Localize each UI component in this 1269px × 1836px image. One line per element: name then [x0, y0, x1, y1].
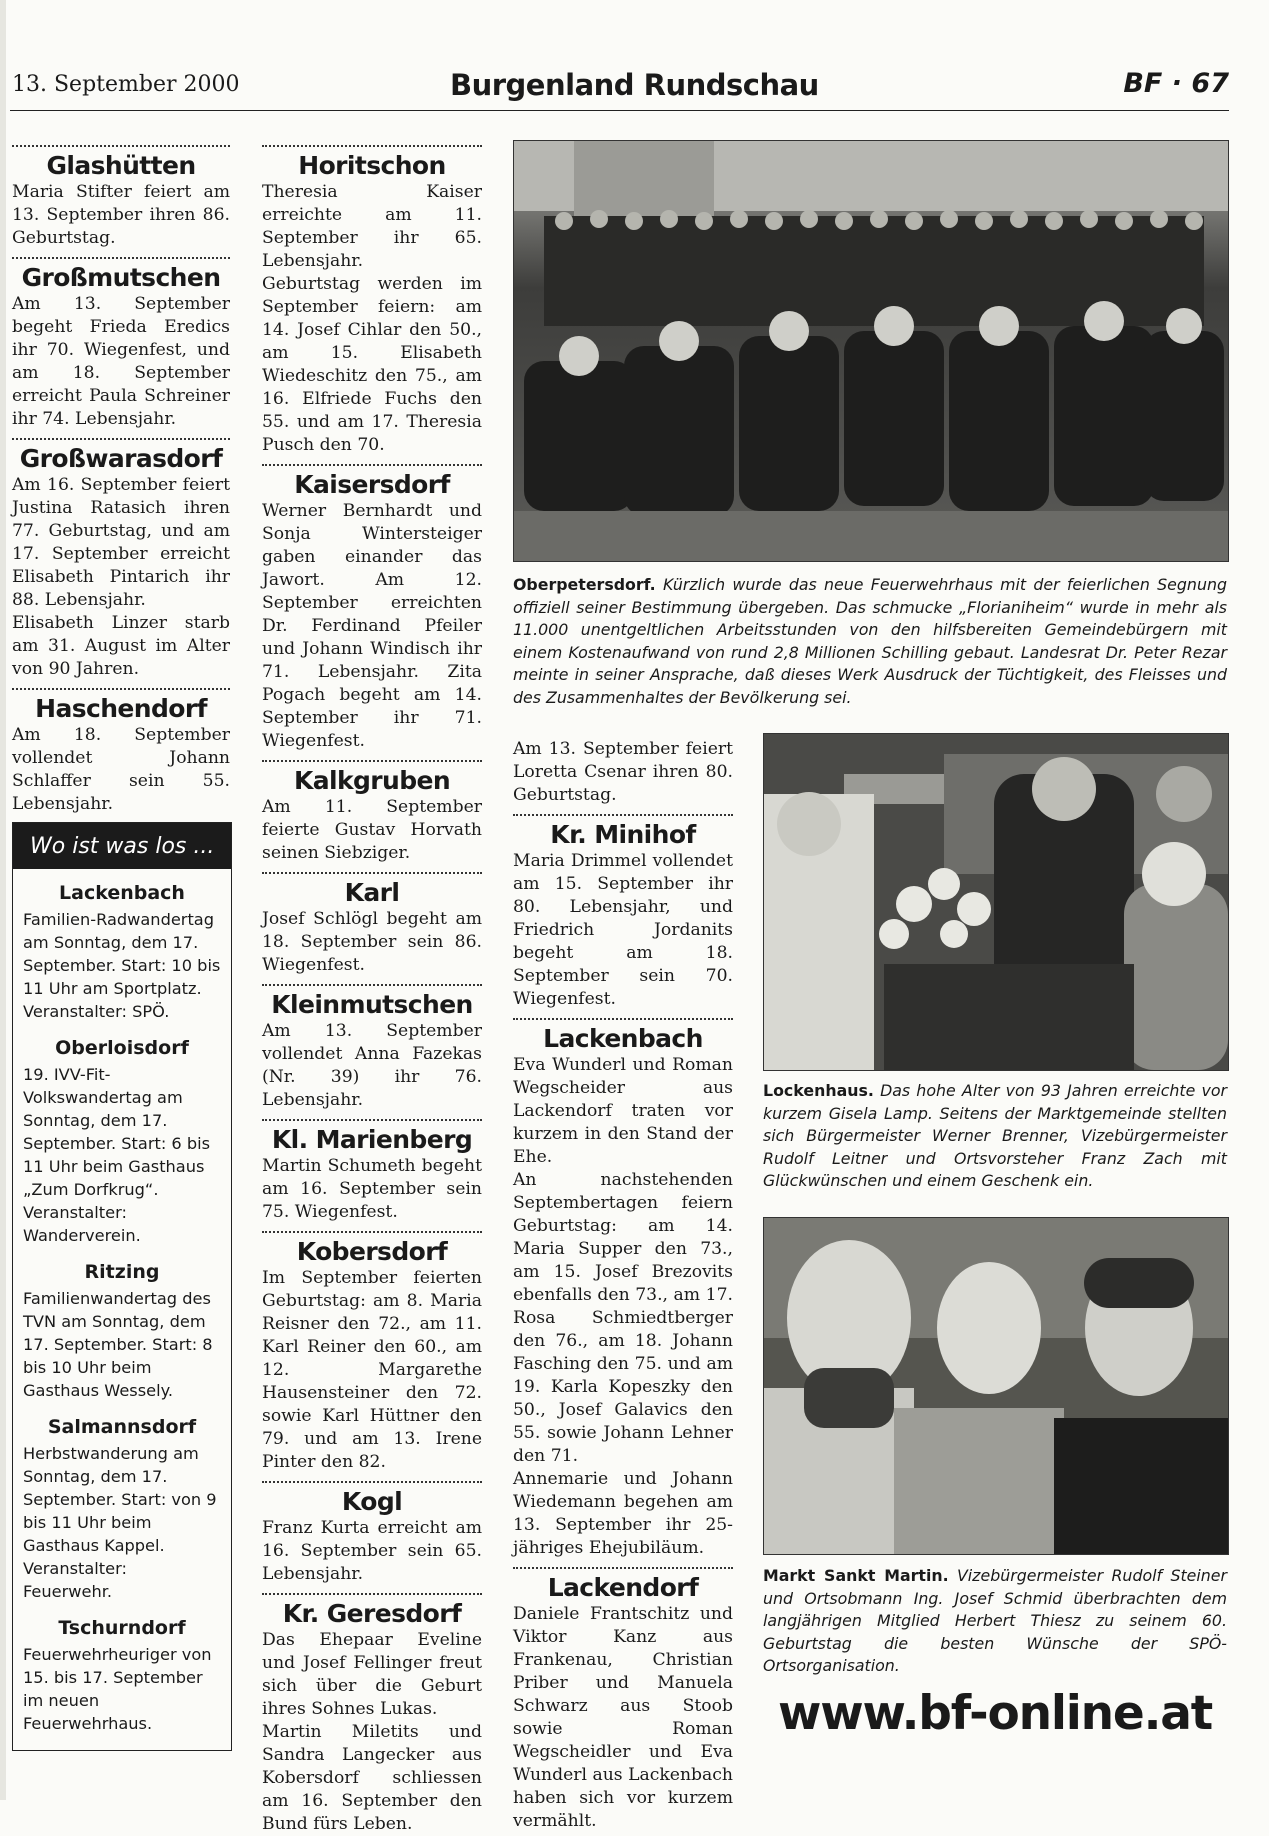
section-title: Kl. Marienberg [271, 1125, 473, 1154]
caption-markt-sankt-martin [763, 1565, 1227, 1678]
event-text: Familienwandertag des TVN am Sonntag, dem 17. September. Start: 8 bis 10 Uhr beim Gasthaus Wessely. [23, 1289, 213, 1400]
newspaper-title: Burgenland Rundschau [450, 68, 819, 102]
caption-text: Kürzlich wurde das neue Feuerwehrhaus mit der feierlichen Segnung offiziell seiner Bestimmung übergeben. Das schmucke „Florianiheim“ wurde in mehr als 11.000 unentgeltlichen Arbeitsstunden von den hilfsbereiten Gemeindebürgern mit einem Kostenaufwand von rund 2,8 Millionen Schilling gebaut. Landesrat Dr. Peter Rezar meinte in seiner Ansprache, daß dieses Werk Ausdruck der Tüchtigkeit, des Fleisses und des Zusammenhaltes der Bevölkerung sei. [513, 575, 1227, 707]
events-box [12, 822, 232, 1751]
section-grossmutschen [12, 257, 230, 431]
event-title: Ritzing [84, 1261, 160, 1283]
photo-lockenhaus [763, 733, 1229, 1071]
event-item [13, 1261, 231, 1402]
section-kr-minihof [513, 814, 733, 1011]
section-kogl [262, 1481, 482, 1586]
event-title: Oberloisdorf [55, 1037, 189, 1059]
section-text: Annemarie und Johann Wiedemann begehen am 13. September ihr 25-jähriges Ehejubiläum. [513, 1469, 733, 1558]
caption-text: Das hohe Alter von 93 Jahren erreichte vor kurzem Gisela Lamp. Seitens der Marktgemeinde stellten sich Bürgermeister Werner Brenner, Vizebürgermeister Rudolf Leitner und Ortsvorsteher Franz Zach mit Glückwünschen und einem Geschenk ein. [763, 1081, 1227, 1190]
dotted-divider [513, 1567, 733, 1569]
section-text: Am 13. September begeht Frieda Eredics ihr 70. Wiegenfest, und am 18. September erreicht Paula Schreiner ihr 74. Lebensjahr. [12, 294, 230, 429]
section-text: Maria Stifter feiert am 13. September ihren 86. Geburtstag. [12, 182, 230, 248]
section-title: Glashütten [46, 151, 196, 180]
dotted-divider [12, 257, 230, 259]
section-text: Am 13. September vollendet Anna Fazekas (Nr. 39) ihr 76. Lebensjahr. [262, 1021, 482, 1110]
events-box-heading: Wo ist was los ... [12, 822, 232, 869]
section-text: Franz Kurta erreicht am 16. September sein 65. Lebensjahr. [262, 1518, 482, 1584]
event-title: Lackenbach [59, 882, 185, 904]
dotted-divider [513, 1018, 733, 1020]
section-text: Geburtstag werden im September feiern: am 14. Josef Cihlar den 50., am 15. Elisabeth Wiedeschitz den 75., am 16. Elfriede Fuchs den 55. und am 17. Theresia Pusch den 70. [262, 274, 482, 455]
section-text: An nachstehenden Septembertagen feiern Geburtstag: am 14. Maria Supper den 73., am 15. Josef Brezovits ebenfalls den 73., am 17. Rosa Schmiedtberger den 76., am 18. Johann Fasching den 75. und am 19. Karla Kopeszky den 50., Josef Galavics den 55. sowie Johann Lehner den 71. [513, 1170, 733, 1466]
section-title: Großwarasdorf [19, 444, 223, 473]
section-text: Am 16. September feiert Justina Ratasich ihren 77. Geburtstag, und am 17. September erreicht Elisabeth Pintarich ihr 88. Lebensjahr. [12, 475, 230, 610]
caption-place: Lockenhaus. [763, 1081, 874, 1100]
caption-oberpetersdorf [513, 574, 1227, 709]
section-kaisersdorf [262, 464, 482, 753]
page-number: BF · 67 [1123, 68, 1229, 99]
section-kleinmutschen [262, 984, 482, 1112]
caption-place: Markt Sankt Martin. [763, 1566, 949, 1585]
event-item [13, 1617, 231, 1735]
section-title: Kleinmutschen [271, 990, 473, 1019]
photo-birthday-visit [764, 734, 1228, 1070]
photo-fire-brigade-group [514, 141, 1228, 561]
section-title: Kaisersdorf [294, 470, 450, 499]
dotted-divider [262, 464, 482, 466]
dotted-divider [513, 814, 733, 816]
photo-oberpetersdorf [513, 140, 1229, 562]
caption-place: Oberpetersdorf. [513, 575, 656, 594]
section-kobersdorf [262, 1231, 482, 1474]
event-text: Feuerwehrheuriger von 15. bis 17. September im neuen Feuerwehrhaus. [23, 1645, 212, 1733]
section-title: Kogl [341, 1487, 403, 1516]
section-text: Martin Miletits und Sandra Langecker aus Kobersdorf schliessen am 16. September den Bund fürs Leben. [262, 1722, 482, 1834]
section-title: Kr. Geresdorf [282, 1599, 462, 1628]
event-item [13, 882, 231, 1023]
section-title: Lackendorf [547, 1573, 699, 1602]
dotted-divider [262, 984, 482, 986]
column-1 [12, 145, 230, 816]
section-text: Maria Drimmel vollendet am 15. September ihr 80. Lebensjahr, und Friedrich Jordanits begeht am 18. September sein 70. Wiegenfest. [513, 851, 733, 1009]
photo-markt-sankt-martin [763, 1217, 1229, 1555]
event-title: Tschurndorf [58, 1617, 186, 1639]
caption-lockenhaus [763, 1080, 1227, 1193]
event-title: Salmannsdorf [47, 1416, 197, 1438]
section-glashuetten [12, 145, 230, 250]
dotted-divider [12, 438, 230, 440]
section-horitschon [262, 145, 482, 457]
column-2 [262, 145, 482, 1836]
event-item [13, 1037, 231, 1247]
section-text: Das Ehepaar Eveline und Josef Fellinger freut sich über die Geburt ihres Sohnes Lukas. [262, 1630, 482, 1719]
section-text: Martin Schumeth begeht am 16. September sein 75. Wiegenfest. [262, 1156, 482, 1222]
section-title: Kr. Minihof [550, 820, 696, 849]
section-title: Horitschon [298, 151, 446, 180]
section-text: Werner Bernhardt und Sonja Wintersteiger gaben einander das Jawort. Am 12. September erreichten Dr. Ferdinand Pfeiler und Johann Windisch ihr 71. Lebensjahr. Zita Pogach begeht am 14. September ihr 71. Wiegenfest. [262, 501, 482, 751]
dotted-divider [262, 1119, 482, 1121]
event-text: Familien-Radwandertag am Sonntag, dem 17. September. Start: 10 bis 11 Uhr am Sportplatz. Veranstalter: SPÖ. [23, 910, 221, 1021]
section-text: Theresia Kaiser erreichte am 11. September ihr 65. Lebensjahr. [262, 182, 482, 271]
dotted-divider [262, 1481, 482, 1483]
column-3 [513, 738, 733, 1833]
section-text: Am 18. September vollendet Johann Schlaffer sein 55. Lebensjahr. [12, 725, 230, 814]
section-karl [262, 872, 482, 977]
website-url[interactable]: www.bf-online.at [778, 1686, 1213, 1741]
section-title: Großmutschen [21, 263, 221, 292]
section-title: Karl [344, 878, 400, 907]
section-title: Kobersdorf [296, 1237, 448, 1266]
dotted-divider [262, 760, 482, 762]
section-text: Am 13. September feiert Loretta Csenar ihren 80. Geburtstag. [513, 739, 733, 805]
dotted-divider [12, 145, 230, 147]
section-text: Elisabeth Linzer starb am 31. August im Alter von 90 Jahren. [12, 613, 230, 679]
event-item [13, 1416, 231, 1603]
section-text: Im September feierten Geburtstag: am 8. Maria Reisner den 72., am 11. Karl Reiner den 60., am 12. Margarethe Hausensteiner den 72. sowie Karl Hüttner den 79. und am 13. Irene Pinter den 82. [262, 1268, 482, 1472]
section-kalkgruben [262, 760, 482, 865]
section-title: Haschendorf [35, 694, 207, 723]
section-text: Am 11. September feierte Gustav Horvath seinen Siebziger. [262, 797, 482, 863]
section-title: Kalkgruben [293, 766, 451, 795]
section-lackendorf [513, 1567, 733, 1833]
event-text: Herbstwanderung am Sonntag, dem 17. September. Start: von 9 bis 11 Uhr beim Gasthaus Kappel. Veranstalter: Feuerwehr. [23, 1444, 217, 1601]
dotted-divider [262, 872, 482, 874]
dotted-divider [12, 688, 230, 690]
issue-date: 13. September 2000 [12, 72, 240, 97]
section-haschendorf [12, 688, 230, 816]
section-text: Josef Schlögl begeht am 18. September sein 86. Wiegenfest. [262, 909, 482, 975]
page-edge [0, 0, 6, 1800]
section-text: Daniele Frantschitz und Viktor Kanz aus Frankenau, Christian Priber und Manuela Schwarz aus Stoob sowie Roman Wegscheidler und Eva Wunderl aus Lackenbach haben sich vor kurzem vermählt. [513, 1604, 733, 1831]
dotted-divider [262, 145, 482, 147]
section-text: Eva Wunderl und Roman Wegscheider aus Lackendorf traten vor kurzem in den Stand der Ehe. [513, 1055, 733, 1167]
event-text: 19. IVV-Fit-Volkswandertag am Sonntag, dem 17. September. Start: 6 bis 11 Uhr beim Gasthaus „Zum Dorfkrug“. Veranstalter: Wanderverein. [23, 1065, 211, 1245]
dotted-divider [262, 1231, 482, 1233]
section-kl-marienberg [262, 1119, 482, 1224]
section-intro [513, 738, 733, 807]
section-lackenbach [513, 1018, 733, 1560]
dotted-divider [262, 1593, 482, 1595]
photo-three-men [764, 1218, 1228, 1554]
caption-text: Vizebürgermeister Rudolf Steiner und Ortsobmann Ing. Josef Schmid überbrachten dem langjährigen Mitglied Herbert Thiesz zu seinem 60. Geburtstag die besten Wünsche der SPÖ-Ortsorganisation. [763, 1566, 1227, 1675]
section-title: Lackenbach [543, 1024, 703, 1053]
header-rule [10, 110, 1229, 111]
section-grosswarasdorf [12, 438, 230, 681]
